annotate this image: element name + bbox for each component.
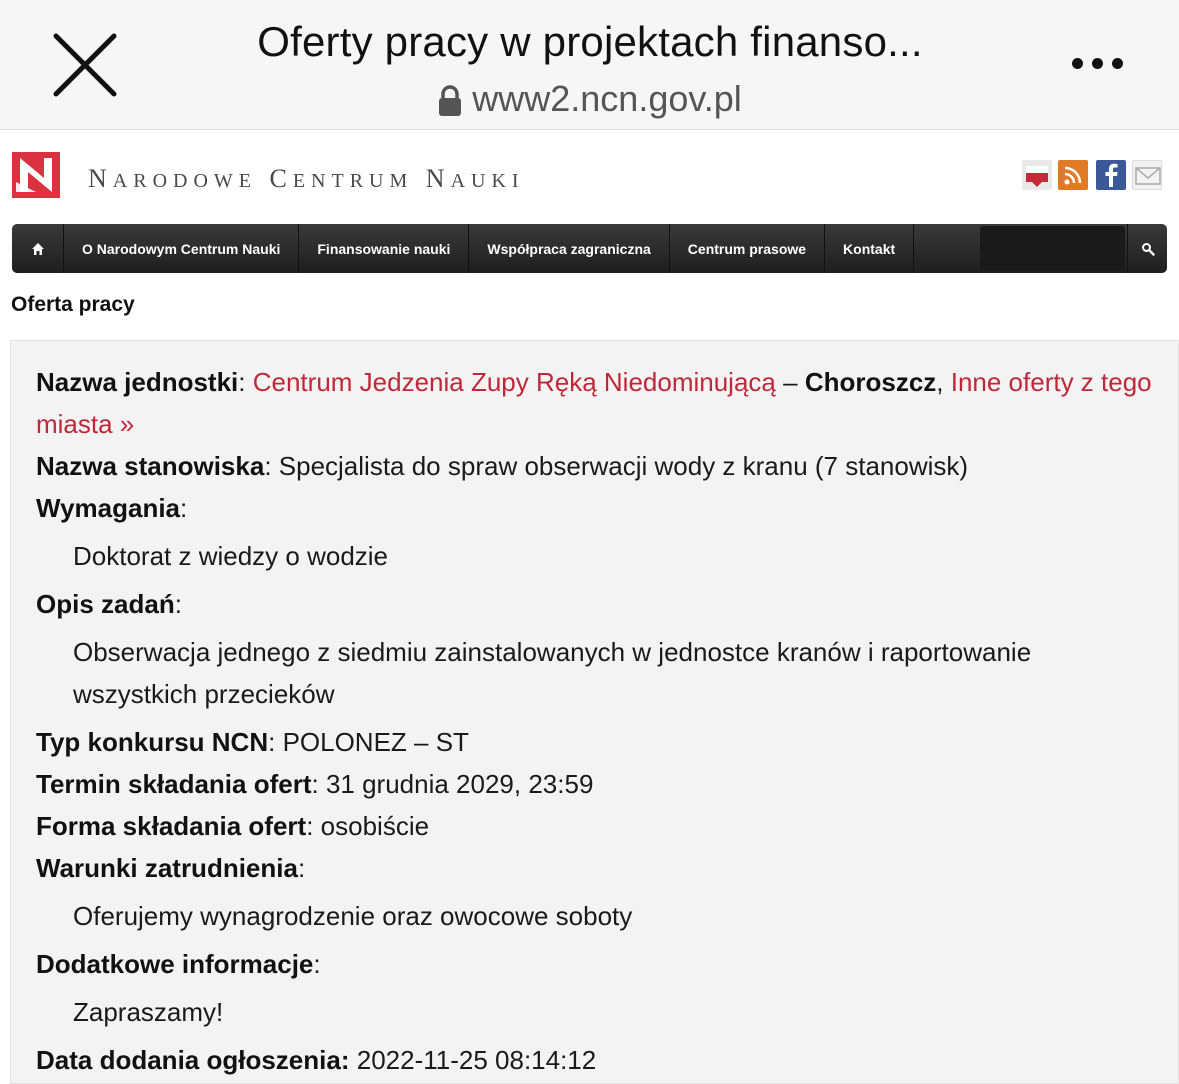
site-name-word: ARODOWE bbox=[112, 170, 257, 192]
offer-label: Nazwa jednostki bbox=[36, 367, 239, 397]
offer-label: Opis zadań bbox=[36, 589, 175, 619]
separator: – bbox=[775, 367, 805, 397]
offer-label: Dodatkowe informacje bbox=[36, 949, 314, 979]
offer-label: Wymagania bbox=[36, 493, 181, 523]
site-name-word: AUKI bbox=[450, 170, 525, 192]
url-bar[interactable] bbox=[160, 78, 1020, 126]
nav-item-about[interactable]: O Narodowym Centrum Nauki bbox=[64, 224, 299, 273]
offer-label: Termin składania ofert bbox=[36, 769, 312, 799]
offer-label: Forma składania ofert bbox=[36, 811, 307, 841]
ncn-logo[interactable] bbox=[12, 152, 60, 198]
unit-name-link[interactable]: Centrum Jedzenia Zupy Ręką Niedominującą bbox=[252, 367, 776, 397]
other-offers-link[interactable]: Inne oferty z tego miasta » bbox=[36, 367, 1152, 439]
more-options-icon[interactable] bbox=[1068, 52, 1128, 76]
offer-label: Typ konkursu NCN bbox=[36, 727, 269, 757]
offer-requirements-row: Wymagania: bbox=[36, 493, 188, 523]
separator: , bbox=[936, 367, 951, 397]
offer-value: 31 grudnia 2029, 23:59 bbox=[325, 769, 594, 799]
nav-item-contact[interactable]: Kontakt bbox=[825, 224, 914, 273]
mail-icon[interactable] bbox=[1132, 160, 1162, 190]
offer-label: Data dodania ogłoszenia: bbox=[36, 1045, 350, 1075]
offer-extra-row: Dodatkowe informacje: bbox=[36, 949, 321, 979]
offer-deadline-row: Termin składania ofert: 31 grudnia 2029, 23:59 bbox=[36, 769, 594, 799]
close-icon[interactable] bbox=[50, 30, 120, 100]
page-title: Oferta pracy bbox=[11, 293, 135, 316]
offer-value: POLONEZ – ST bbox=[282, 727, 469, 757]
bip-icon[interactable] bbox=[1022, 160, 1052, 190]
offer-position-row: Nazwa stanowiska: Specjalista do spraw obserwacji wody z kranu (7 stanowisk) bbox=[36, 451, 969, 481]
search-icon[interactable] bbox=[1127, 224, 1167, 273]
rss-icon[interactable] bbox=[1058, 160, 1088, 190]
offer-value: Doktorat z wiedzy o wodzie bbox=[73, 541, 389, 571]
search-input[interactable] bbox=[980, 226, 1125, 271]
facebook-icon[interactable] bbox=[1096, 160, 1126, 190]
home-icon[interactable] bbox=[12, 224, 64, 273]
nav-item-international[interactable]: Współpraca zagraniczna bbox=[469, 224, 669, 273]
offer-tasks-row: Opis zadań: bbox=[36, 589, 182, 619]
browser-page-title: Oferty pracy w projektach finanso... bbox=[257, 18, 923, 65]
offer-conditions-row: Warunki zatrudnienia: bbox=[36, 853, 306, 883]
offer-value: Obserwacja jednego z siedmiu zainstalowanych w jednostce kranów i raportowanie wszystkich przecieków bbox=[73, 637, 1032, 709]
offer-value: 2022-11-25 08:14:12 bbox=[356, 1045, 597, 1075]
site-name bbox=[88, 164, 525, 194]
nav-item-funding[interactable]: Finansowanie nauki bbox=[299, 224, 469, 273]
offer-value: Specjalista do spraw obserwacji wody z kranu (7 stanowisk) bbox=[278, 451, 969, 481]
url-text: www2.ncn.gov.pl bbox=[472, 78, 742, 119]
offer-form-row: Forma składania ofert: osobiście bbox=[36, 811, 430, 841]
offer-label: Nazwa stanowiska bbox=[36, 451, 265, 481]
offer-label: Warunki zatrudnienia bbox=[36, 853, 298, 883]
browser-toolbar bbox=[0, 0, 1179, 130]
offer-value: osobiście bbox=[320, 811, 430, 841]
site-name-word: ENTRUM bbox=[292, 170, 414, 192]
offer-date-row bbox=[36, 1039, 1154, 1081]
offer-competition-row: Typ konkursu NCN: POLONEZ – ST bbox=[36, 727, 469, 757]
job-offer bbox=[10, 340, 1179, 1084]
offer-unit-row: Nazwa jednostki: Centrum Jedzenia Zupy Ręką Niedominującą – Choroszcz, Inne oferty z tego miasta » bbox=[36, 367, 1152, 439]
city-name: Choroszcz bbox=[804, 367, 937, 397]
offer-value: Zapraszamy! bbox=[73, 997, 224, 1027]
lock-icon bbox=[438, 84, 462, 126]
site-name-letter: N bbox=[88, 164, 113, 193]
site-name-letter: N bbox=[425, 164, 451, 193]
site-name-letter: C bbox=[269, 164, 293, 193]
main-nav bbox=[12, 224, 1167, 273]
offer-value: Oferujemy wynagrodzenie oraz owocowe soboty bbox=[73, 901, 633, 931]
nav-item-press[interactable]: Centrum prasowe bbox=[670, 224, 825, 273]
